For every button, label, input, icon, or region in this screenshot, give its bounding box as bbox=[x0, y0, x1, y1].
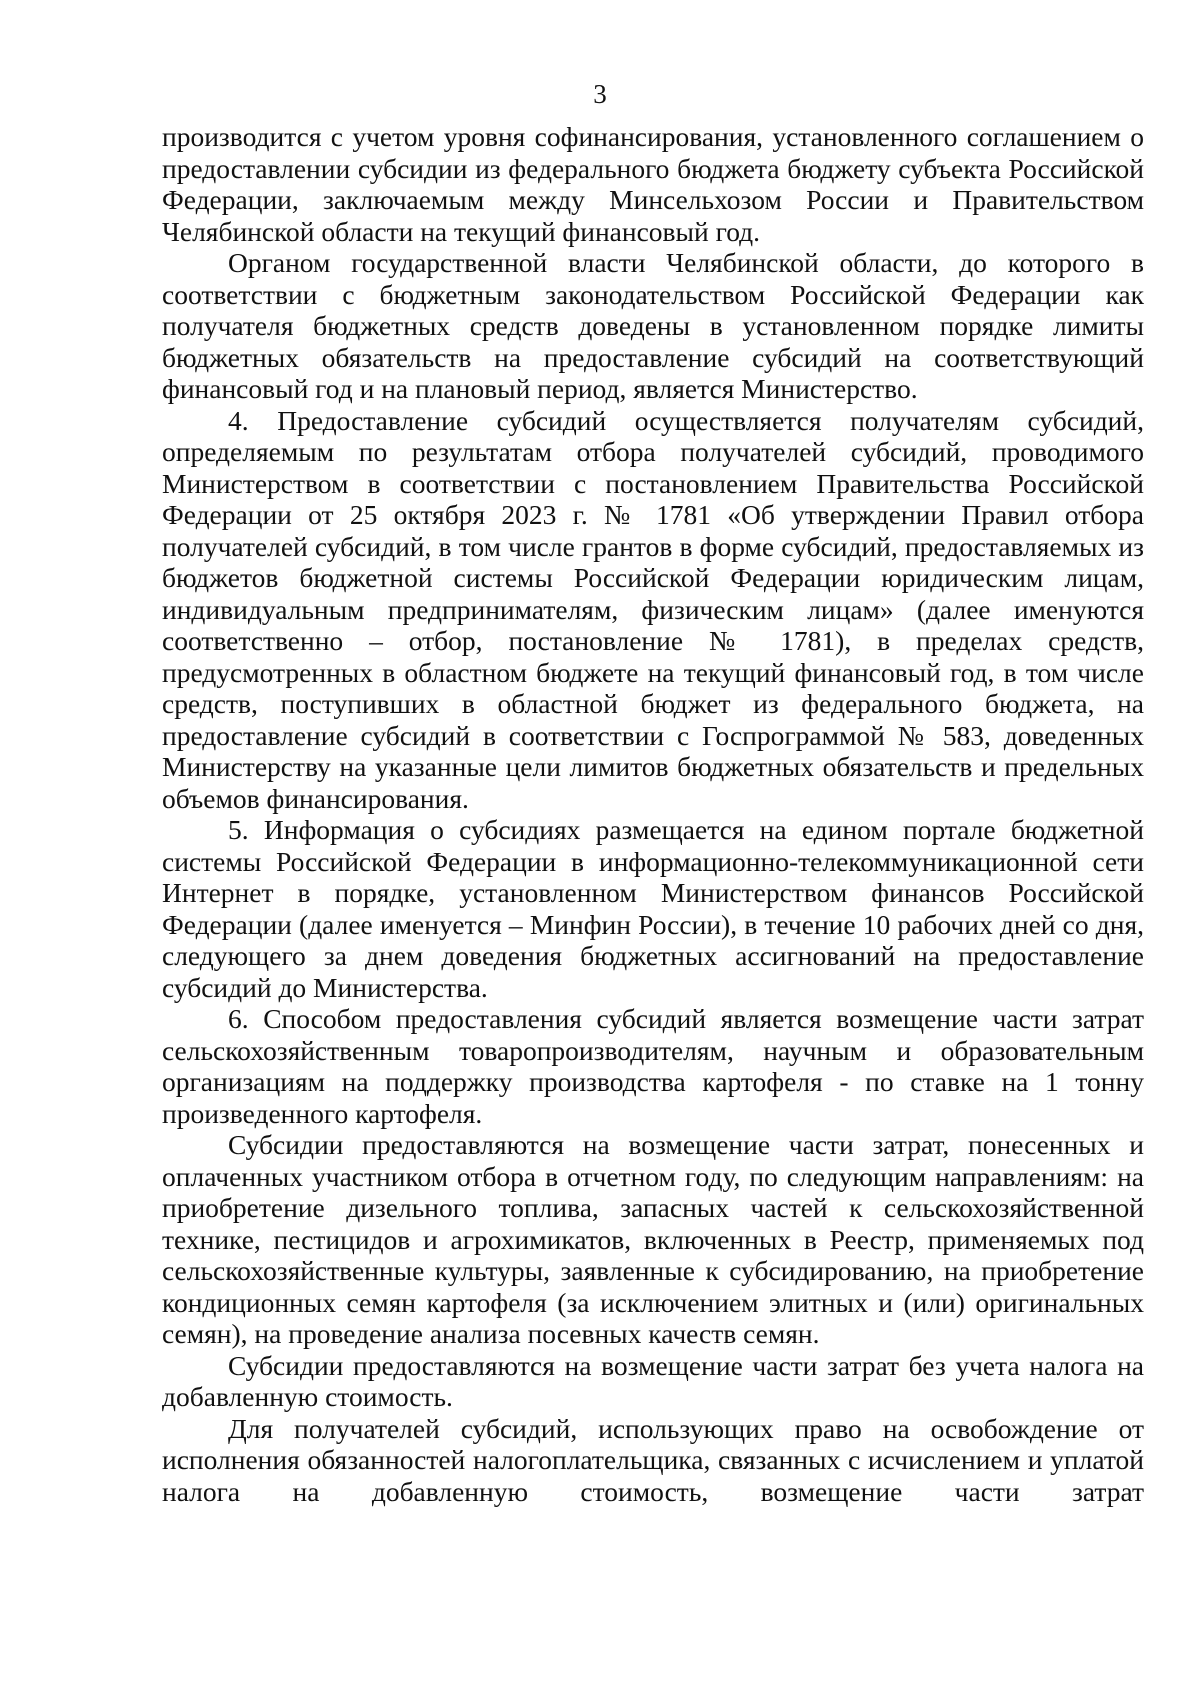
paragraph-government-body: Органом государственной власти Челябинской области, до которого в соответствии с бюджетным законодательством Российской Федерации как получателя бюджетных средств доведены в установленном порядке лимиты бюджетных обязательств на предоставление субсидий на соответствующий финансовый год и на плановый период, является Министерство. bbox=[162, 247, 1144, 404]
paragraph-vat-exempt: Для получателей субсидий, использующих право на освобождение от исполнения обязанностей налогоплательщика, связанных с исчислением и уплатой налога на добавленную стоимость, возмещение части затрат bbox=[162, 1412, 1144, 1507]
paragraph-subsidy-directions: Субсидии предоставляются на возмещение части затрат, понесенных и оплаченных участником отбора в отчетном году, по следующим направлениям: на приобретение дизельного топлива, запасных частей к сельскохозяйственной технике, пестицидов и агрохимикатов, включенных в Реестр, применяемых под сельскохозяйственные культуры, заявленные к субсидированию, на приобретение кондиционных семян картофеля (за исключением элитных и (или) оригинальных семян), на проведение анализа посевных качеств семян. bbox=[162, 1129, 1144, 1349]
paragraph-item-4: 4. Предоставление субсидий осуществляется получателям субсидий, определяемым по результатам отбора получателей субсидий, проводимого Министерством в соответствии с постановлением Правительства Российской Федерации от 25 октября 2023 г. № 1781 «Об утверждении Правил отбора получателей субсидий, в том числе грантов в форме субсидий, предоставляемых из бюджетов бюджетной системы Российской Федерации юридическим лицам, индивидуальным предпринимателям, физическим лицам» (далее именуются соответственно – отбор, постановление № 1781), в пределах средств, предусмотренных в областном бюджете на текущий финансовый год, в том числе средств, поступивших в областной бюджет из федерального бюджета, на предоставление субсидий в соответствии с Госпрограммой № 583, доведенных Министерству на указанные цели лимитов бюджетных обязательств и предельных объемов финансирования. bbox=[162, 404, 1144, 814]
paragraph-vat: Субсидии предоставляются на возмещение части затрат без учета налога на добавленную стоимость. bbox=[162, 1349, 1144, 1412]
paragraph-item-6: 6. Способом предоставления субсидий является возмещение части затрат сельскохозяйственным товаропроизводителям, научным и образовательным организациям на поддержку производства картофеля - по ставке на 1 тонну произведенного картофеля. bbox=[162, 1003, 1144, 1129]
page-number: 3 bbox=[593, 79, 607, 109]
document-body bbox=[162, 121, 1144, 1507]
paragraph-item-5: 5. Информация о субсидиях размещается на едином портале бюджетной системы Российской Федерации в информационно-телекоммуникационной сети Интернет в порядке, установленном Министерством финансов Российской Федерации (далее именуется – Минфин России), в течение 10 рабочих дней со дня, следующего за днем доведения бюджетных ассигнований на предоставление субсидий до Министерства. bbox=[162, 814, 1144, 1003]
paragraph-cofinancing: производится с учетом уровня софинансирования, установленного соглашением о предоставлении субсидии из федерального бюджета бюджету субъекта Российской Федерации, заключаемым между Минсельхозом России и Правительством Челябинской области на текущий финансовый год. bbox=[162, 121, 1144, 247]
